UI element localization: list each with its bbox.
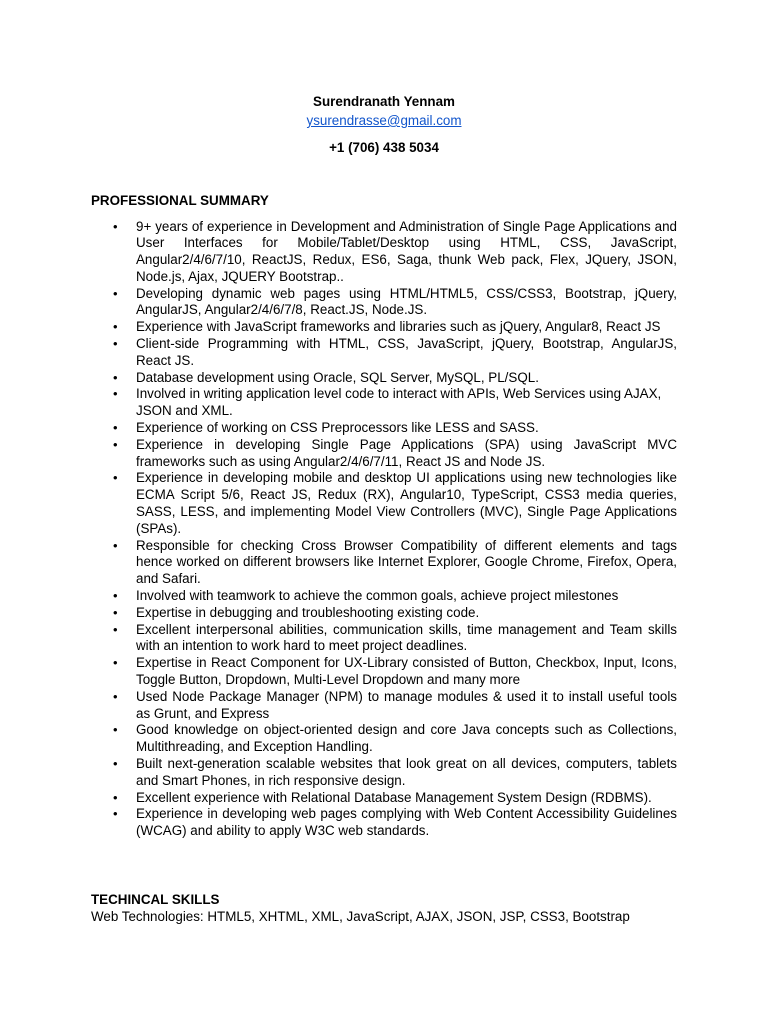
summary-item-text: Used Node Package Manager (NPM) to manage modules & used it to install useful tools as Grunt, and Express <box>136 688 677 721</box>
candidate-name: Surendranath Yennam <box>313 94 455 109</box>
bullet-icon: • <box>113 655 118 671</box>
summary-item-text: Database development using Oracle, SQL Server, MySQL, PL/SQL. <box>136 369 539 385</box>
bullet-icon: • <box>113 621 118 637</box>
summary-item-text: Developing dynamic web pages using HTML/HTML5, CSS/CSS3, Bootstrap, jQuery, AngularJS, Angular2/4/6/7/8, React.JS, Node.JS. <box>136 285 677 318</box>
summary-item-text: 9+ years of experience in Development and Administration of Single Page Applications and User Interfaces for Mobile/Tablet/Desktop using HTML, CSS, JavaScript, Angular2/4/6/7/10, ReactJS, Redux, ES6, Saga, thunk Web pack, Flex, JQuery, JSON, Node.js, Ajax, JQUERY Bootstrap.. <box>136 218 677 284</box>
summary-item-text: Excellent experience with Relational Database Management System Design (RDBMS). <box>136 789 652 805</box>
summary-item-text: Built next-generation scalable websites that look great on all devices, computers, tablets and Smart Phones, in rich responsive design. <box>136 756 677 788</box>
web-technologies-line: Web Technologies: HTML5, XHTML, XML, JavaScript, AJAX, JSON, JSP, CSS3, Bootstrap <box>91 909 630 924</box>
summary-item <box>91 286 677 320</box>
summary-item <box>91 605 677 622</box>
bullet-icon: • <box>113 722 118 738</box>
bullet-icon: • <box>113 470 118 486</box>
technical-skills-heading: TECHINCAL SKILLS <box>91 892 220 907</box>
summary-item-text: Experience with JavaScript frameworks and libraries such as jQuery, Angular8, React JS <box>136 319 661 335</box>
summary-item-text: Expertise in debugging and troubleshooting existing code. <box>136 604 480 620</box>
summary-item <box>91 689 677 723</box>
bullet-icon: • <box>113 588 118 604</box>
summary-item <box>91 806 677 840</box>
bullet-icon: • <box>113 336 118 352</box>
bullet-icon: • <box>113 369 118 385</box>
professional-summary-heading: PROFESSIONAL SUMMARY <box>91 193 269 208</box>
summary-item <box>91 538 677 588</box>
bullet-icon: • <box>113 537 118 553</box>
summary-item <box>91 336 677 370</box>
summary-item-text: Involved with teamwork to achieve the common goals, achieve project milestones <box>136 588 619 604</box>
email-link[interactable]: ysurendrasse@gmail.com <box>306 113 462 128</box>
summary-item <box>91 655 677 689</box>
summary-item <box>91 470 677 537</box>
bullet-icon: • <box>113 285 118 301</box>
summary-item-text: Experience in developing web pages complying with Web Content Accessibility Guidelines (WCAG) and ability to apply W3C web standards. <box>136 806 677 839</box>
summary-item <box>91 319 677 336</box>
bullet-icon: • <box>113 420 118 436</box>
summary-item <box>91 722 677 756</box>
summary-item <box>91 622 677 656</box>
summary-item <box>91 219 677 286</box>
summary-item-text: Expertise in React Component for UX-Library consisted of Button, Checkbox, Input, Icons, Toggle Button, Dropdown, Multi-Level Dropdown and many more <box>136 655 677 688</box>
summary-item <box>91 437 677 471</box>
bullet-icon: • <box>113 756 118 771</box>
summary-item-text: Experience in developing Single Page Applications (SPA) using JavaScript MVC frameworks such as using Angular2/4/6/7/11, React JS and Node JS. <box>136 436 677 469</box>
summary-item-text: Excellent interpersonal abilities, communication skills, time management and Team skills with an intention to work hard to meet project deadlines. <box>136 621 677 654</box>
bullet-icon: • <box>113 218 118 234</box>
summary-item <box>91 370 677 387</box>
phone-number: +1 (706) 438 5034 <box>329 140 439 155</box>
summary-item-text: Client-side Programming with HTML, CSS, JavaScript, jQuery, Bootstrap, AngularJS, React JS. <box>136 336 677 368</box>
summary-item-text: Responsible for checking Cross Browser Compatibility of different elements and tags hence worked on different browsers like Internet Explorer, Google Chrome, Firefox, Opera, and Safari. <box>136 537 677 587</box>
email-line <box>0 113 768 128</box>
summary-item-text: Experience of working on CSS Preprocessors like LESS and SASS. <box>136 420 539 436</box>
summary-list <box>91 219 677 840</box>
summary-item <box>91 420 677 437</box>
bullet-icon: • <box>113 806 118 822</box>
summary-item <box>91 386 677 420</box>
summary-item <box>91 588 677 605</box>
summary-item-text: Experience in developing mobile and desktop UI applications using new technologies like ECMA Script 5/6, React JS, Redux (RX), Angular10, TypeScript, CSS3 media queries, SASS, LESS, and implementing Model View Controllers (MVC), Single Page Applications (SPAs). <box>136 470 677 536</box>
bullet-icon: • <box>113 789 118 805</box>
bullet-icon: • <box>113 688 118 704</box>
summary-item-text: Good knowledge on object-oriented design and core Java concepts such as Collections, Multithreading, and Exception Handling. <box>136 722 677 755</box>
bullet-icon: • <box>113 436 118 452</box>
summary-item <box>91 756 677 790</box>
summary-item-text: Involved in writing application level code to interact with APIs, Web Services using AJAX, JSON and XML. <box>136 386 662 419</box>
bullet-icon: • <box>113 386 118 402</box>
summary-item <box>91 790 677 807</box>
bullet-icon: • <box>113 319 118 335</box>
bullet-icon: • <box>113 604 118 620</box>
